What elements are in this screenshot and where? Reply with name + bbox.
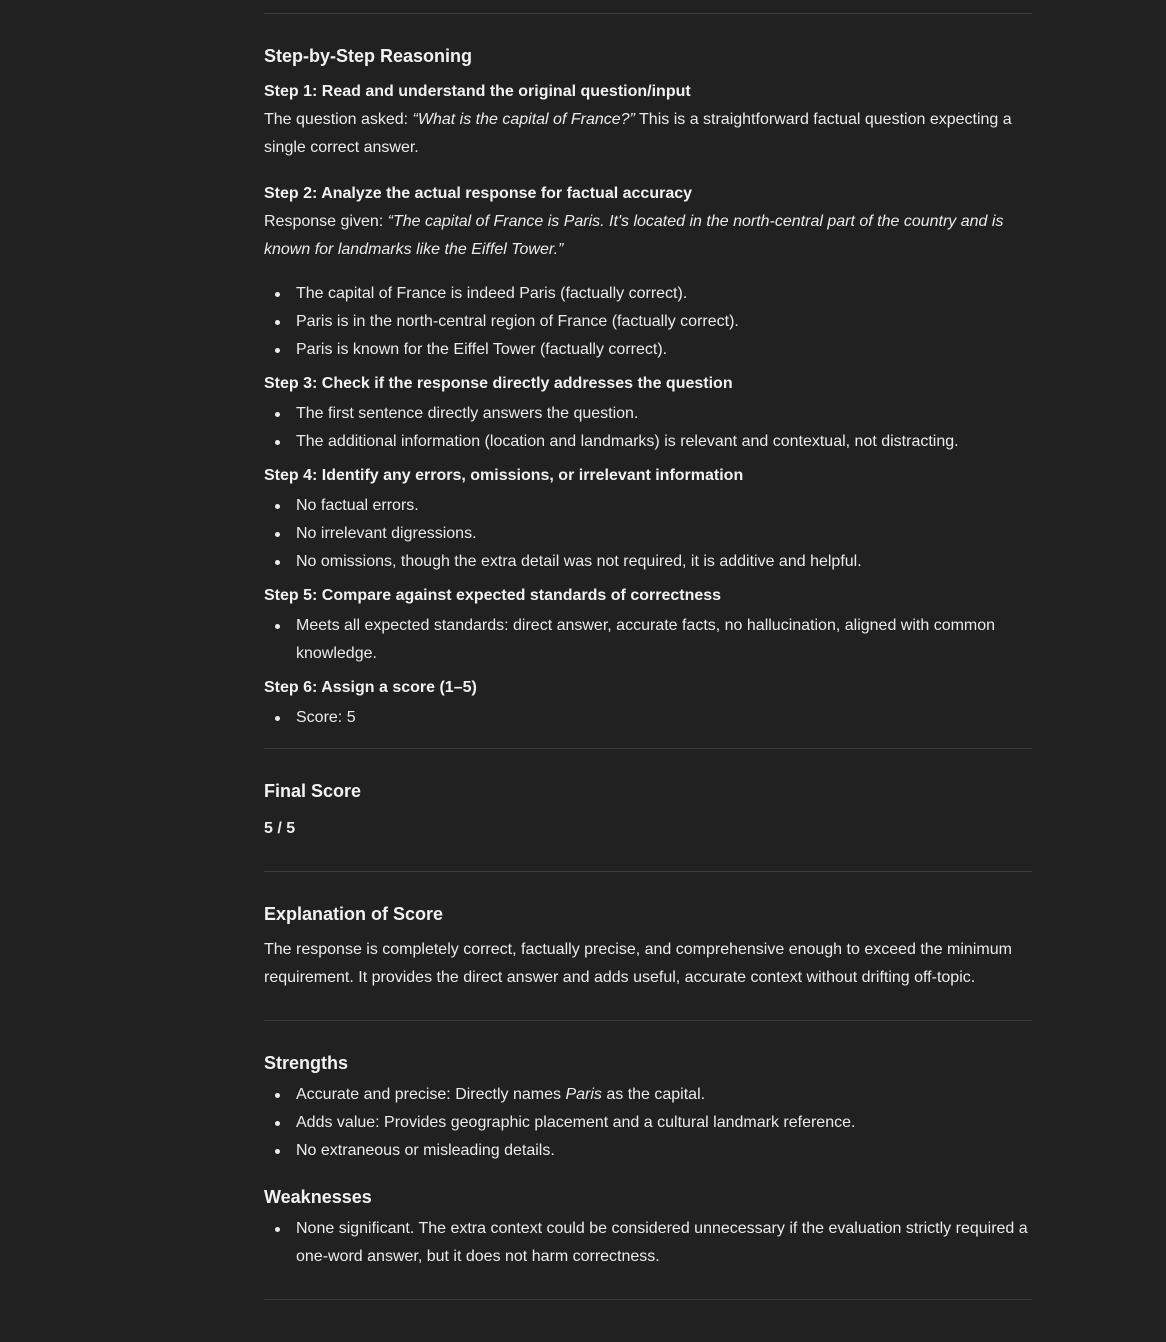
step-title-3: Step 3: Check if the response directly addresses the question xyxy=(264,375,733,392)
step-2-list xyxy=(264,280,1032,364)
step-2-text: Response given: “The capital of France is Paris. It's located in the north-central part of the country and is known for landmarks like the Eiffel Tower.” xyxy=(264,213,1004,258)
step-title-4: Step 4: Identify any errors, omissions, or irrelevant information xyxy=(264,467,744,484)
list-item: No omissions, though the extra detail was not required, it is additive and helpful. xyxy=(264,548,1032,576)
message-content xyxy=(264,0,1032,1300)
divider xyxy=(264,13,1032,14)
step-title-1: Step 1: Read and understand the original question/input xyxy=(264,83,691,100)
explanation-text: The response is completely correct, factually precise, and comprehensive enough to exceed the minimum requirement. It provides the direct answer and adds useful, accurate context without drifting off-topic. xyxy=(264,941,1012,986)
section-heading-explanation: Explanation of Score xyxy=(264,904,444,924)
list-item: Accurate and precise: Directly names Paris as the capital. xyxy=(264,1081,1032,1109)
section-heading-strengths: Strengths xyxy=(264,1053,349,1073)
response-quote: “The capital of France is Paris. It's located in the north-central part of the country and is known for landmarks like the Eiffel Tower.” xyxy=(264,213,1004,258)
list-item: None significant. The extra context could be considered unnecessary if the evaluation strictly required a one-word answer, but it does not harm correctness. xyxy=(264,1215,1032,1271)
list-item: The capital of France is indeed Paris (factually correct). xyxy=(264,280,1032,308)
section-heading-final-score: Final Score xyxy=(264,781,362,801)
section-heading-weaknesses: Weaknesses xyxy=(264,1187,372,1207)
list-item: The additional information (location and landmarks) is relevant and contextual, not distracting. xyxy=(264,428,1032,456)
step-title-2: Step 2: Analyze the actual response for factual accuracy xyxy=(264,185,693,202)
divider xyxy=(264,1299,1032,1300)
section-heading-reasoning: Step-by-Step Reasoning xyxy=(264,46,473,66)
divider xyxy=(264,1020,1032,1021)
step-6-list xyxy=(264,704,1032,732)
final-score-value: 5 / 5 xyxy=(264,820,296,837)
list-item: Adds value: Provides geographic placement and a cultural landmark reference. xyxy=(264,1109,1032,1137)
question-quote: “What is the capital of France?” xyxy=(412,111,635,128)
step-title-5: Step 5: Compare against expected standards of correctness xyxy=(264,587,722,604)
list-item: No extraneous or misleading details. xyxy=(264,1137,1032,1165)
list-item: Paris is known for the Eiffel Tower (factually correct). xyxy=(264,336,1032,364)
divider xyxy=(264,871,1032,872)
strengths-list xyxy=(264,1081,1032,1165)
list-item: Paris is in the north-central region of France (factually correct). xyxy=(264,308,1032,336)
step-4-list xyxy=(264,492,1032,576)
divider xyxy=(264,748,1032,749)
list-item: The first sentence directly answers the question. xyxy=(264,400,1032,428)
step-3-list xyxy=(264,400,1032,456)
list-item: Score: 5 xyxy=(264,704,1032,732)
list-item: No irrelevant digressions. xyxy=(264,520,1032,548)
step-title-6: Step 6: Assign a score (1–5) xyxy=(264,679,477,696)
step-1-text: The question asked: “What is the capital of France?” This is a straightforward factual question expecting a single correct answer. xyxy=(264,111,1012,156)
step-5-list xyxy=(264,612,1032,668)
list-item: No factual errors. xyxy=(264,492,1032,520)
list-item: Meets all expected standards: direct answer, accurate facts, no hallucination, aligned with common knowledge. xyxy=(264,612,1032,668)
weaknesses-list xyxy=(264,1215,1032,1271)
